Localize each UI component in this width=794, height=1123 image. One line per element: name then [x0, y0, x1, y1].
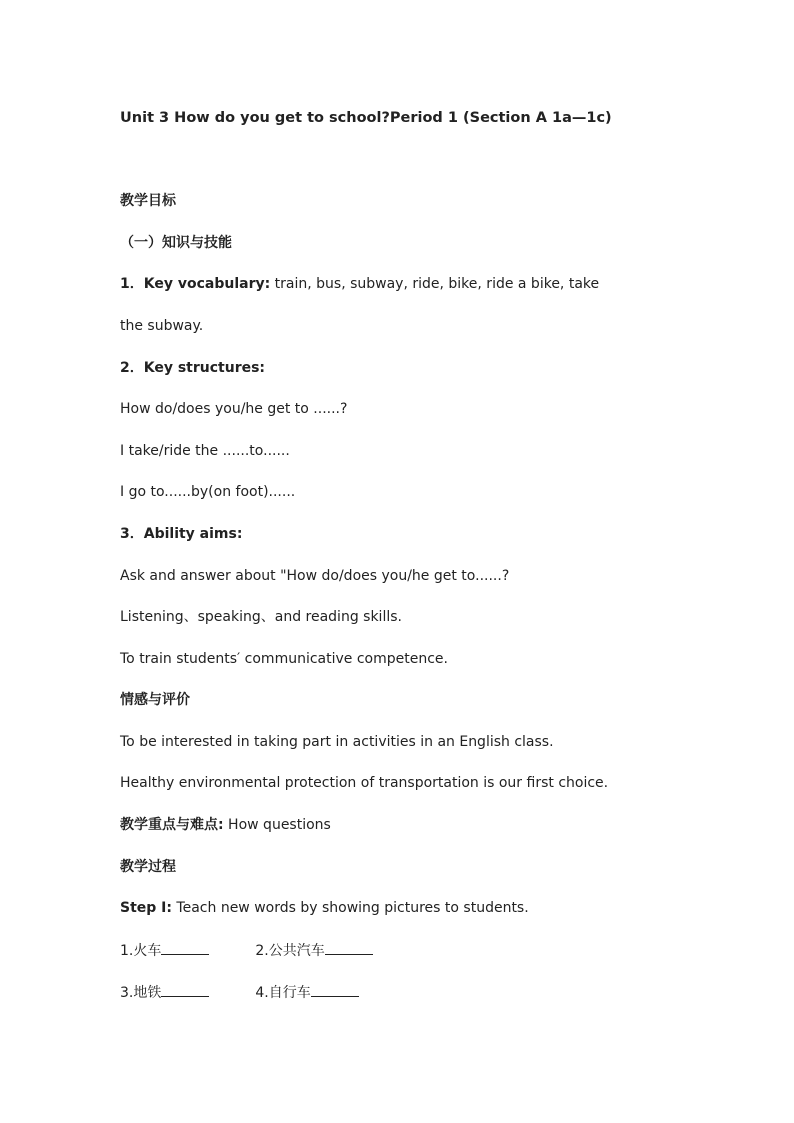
vocab-line [120, 274, 599, 294]
key-points-label: 教学重点与难点: [120, 817, 224, 833]
objectives-heading: 教学目标 [120, 193, 176, 209]
structures-label: 2．Key structures: [120, 360, 266, 376]
step1-label: Step Ⅰ: [120, 900, 172, 916]
ability-item-3: To train students′ communicative competence. [120, 651, 448, 667]
step1-text: Teach new words by showing pictures to students. [171, 900, 529, 916]
exercise-row-2 [120, 982, 359, 1003]
emotion-item-2: Healthy environmental protection of transportation is our first choice. [120, 775, 609, 791]
vocab-label: 1．Key vocabulary: [120, 276, 271, 292]
answer-blank[interactable] [311, 982, 359, 997]
exercise-item: 4.自行车 [255, 985, 311, 1001]
process-heading: 教学过程 [120, 859, 176, 875]
exercise-item: 3.地铁 [120, 985, 162, 1001]
exercise-item: 1.火车 [120, 943, 162, 959]
answer-blank[interactable] [161, 982, 209, 997]
document-title: Unit 3 How do you get to school?Period 1 (Section A 1a—1c) [120, 110, 612, 126]
ability-label: 3．Ability aims: [120, 526, 243, 542]
structure-item-2: I take/ride the ......to...... [120, 443, 290, 459]
ability-item-2: Listening、speaking、and reading skills. [120, 609, 402, 625]
knowledge-heading: （一）知识与技能 [120, 235, 232, 251]
structure-item-3: I go to......by(on foot)...... [120, 484, 296, 500]
structure-item-1: How do/does you/he get to ......? [120, 401, 348, 417]
answer-blank[interactable] [325, 940, 373, 955]
key-points-line [120, 815, 331, 835]
emotion-heading: 情感与评价 [120, 692, 190, 708]
vocab-text: train, bus, subway, ride, bike, ride a bike, take [270, 276, 600, 292]
vocab-continued: the subway. [120, 318, 204, 334]
key-points-text: How questions [223, 817, 331, 833]
exercise-row-1 [120, 940, 373, 961]
answer-blank[interactable] [161, 940, 209, 955]
exercise-item: 2.公共汽车 [255, 943, 325, 959]
ability-item-1: Ask and answer about "How do/does you/he get to......? [120, 568, 510, 584]
emotion-item-1: To be interested in taking part in activities in an English class. [120, 734, 554, 750]
step1-line [120, 898, 529, 918]
